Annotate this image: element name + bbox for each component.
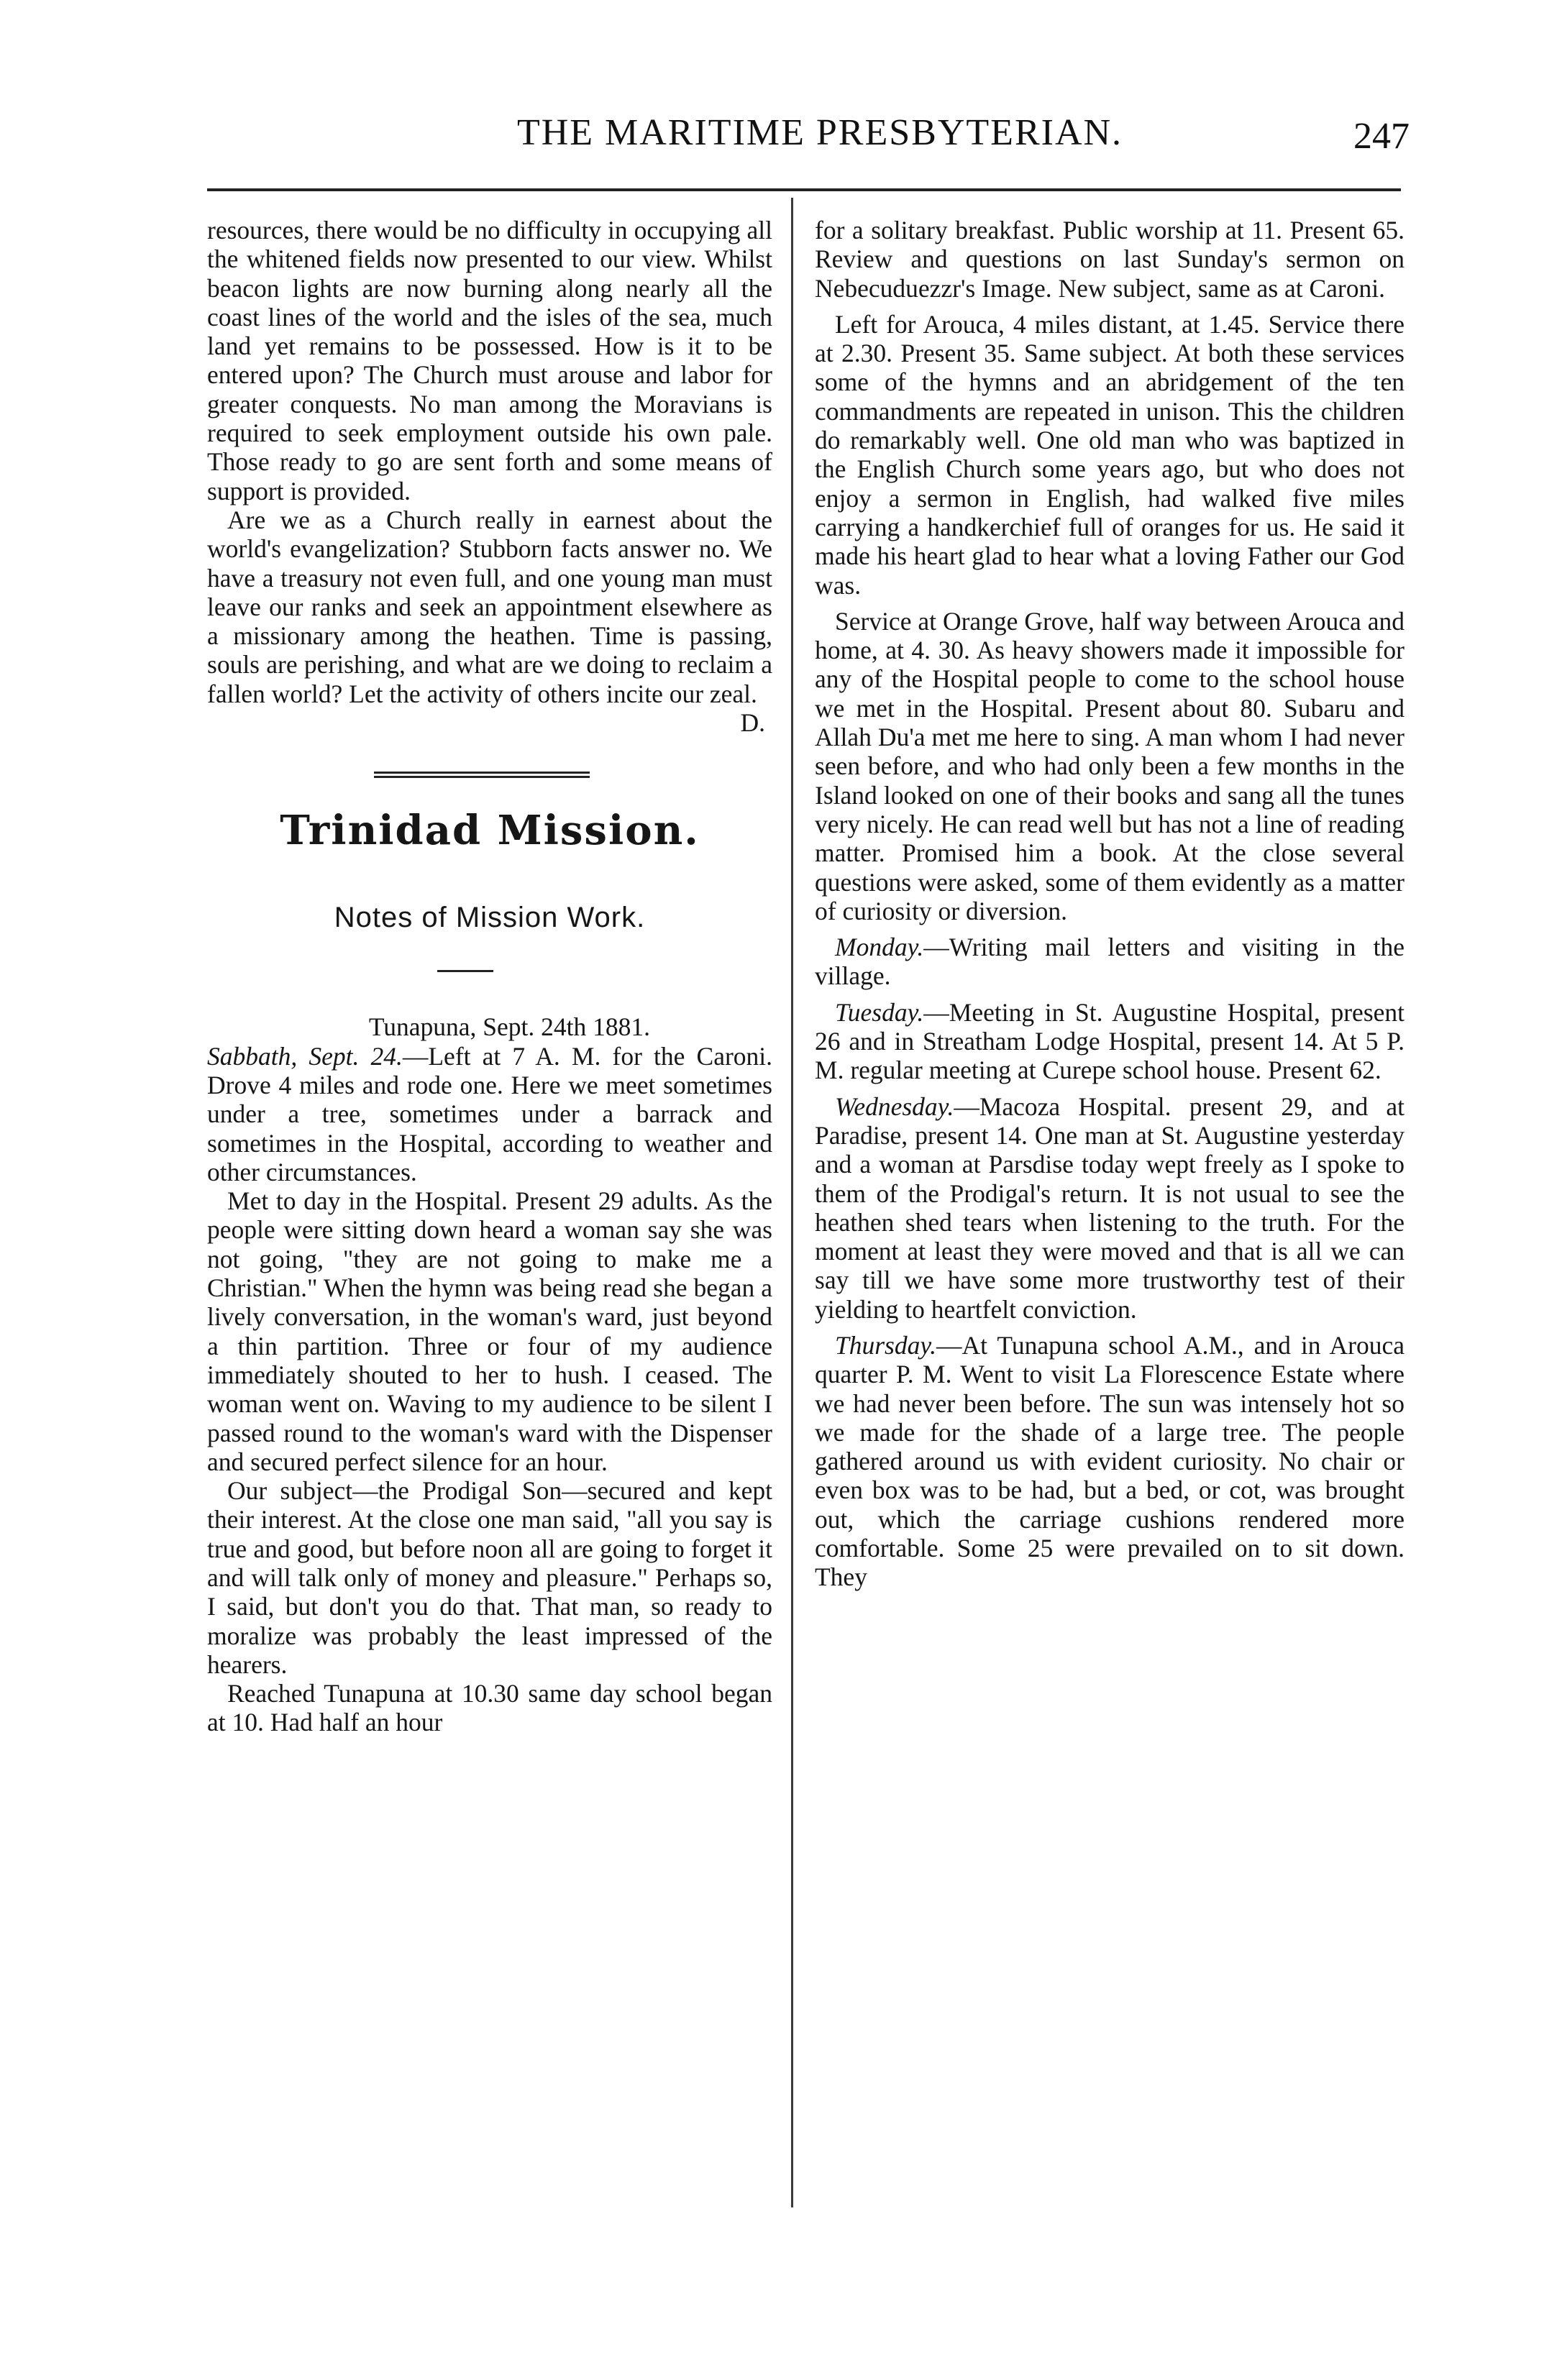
day-heading: Thursday. — [835, 1330, 937, 1360]
section-title: Trinidad Mission. — [280, 807, 700, 855]
column-divider — [791, 198, 793, 2207]
author-signature: D. — [740, 708, 765, 738]
paragraph: Monday.—Writing mail letters and visiting in the village. — [815, 933, 1405, 991]
short-rule-divider — [437, 970, 493, 972]
paragraph: Left for Arouca, 4 miles distant, at 1.45. Service there at 2.30. Present 35. Same subject. At both these services some of the hymns and an abridgement of the ten commandments are repeated in unison. This the children do remarkably well. One old man who was baptized in the English Church some years ago, but who does not enjoy a sermon in English, had walked five miles carrying a handkerchief full of oranges for us. He said it made his heart glad to hear what a loving Father our God was. — [815, 309, 1405, 600]
paragraph: Service at Orange Grove, half way between Arouca and home, at 4. 30. As heavy showers made it impossible for any of the Hospital people to come to the school house we met in the Hospital. Present about 80. Subaru and Allah Du'a met me here to sing. A man whom I had never seen before, and who had only been a few months in the Island looked on one of their books and sang all the tunes very nicely. He can read well but has not a line of reading matter. Promised him a book. At the close several questions were asked, some of them evidently as a matter of curiosity or diversion. — [815, 606, 1405, 925]
day-heading: Tuesday. — [835, 997, 924, 1027]
paragraph: Sabbath, Sept. 24.—Left at 7 A. M. for the Caroni. Drove 4 miles and rode one. Here we meet sometimes under a tree, sometimes under a barrack and sometimes in the Hospital, according to weather and other circumstances. — [207, 1041, 773, 1186]
article-subtitle: Notes of Mission Work. — [334, 902, 646, 934]
day-heading: Sabbath, Sept. 24. — [207, 1041, 403, 1071]
paragraph: Wednesday.—Macoza Hospital. present 29, and at Paradise, present 14. One man at St. Augustine yesterday and a woman at Parsdise today wept freely as I spoke to them of the Prodigal's return. It is not usual to see the heathen shed tears when listening to the truth. For the moment at least they were moved and that is all we can say till we have some more trustworthy test of their yielding to heartfelt conviction. — [815, 1091, 1405, 1324]
paragraph: Tuesday.—Meeting in St. Augustine Hospital, present 26 and in Streatham Lodge Hospital, present 14. At 5 P. M. regular meeting at Curepe school house. Present 62. — [815, 997, 1405, 1085]
paragraph: Our subject—the Prodigal Son—secured and kept their interest. At the close one man said, "all you say is true and good, but before noon all are going to forget it and will talk only of money and pleasure." Perhaps so, I said, but don't you do that. That man, so ready to moralize was probably the least impressed of the hearers. — [207, 1476, 772, 1679]
paragraph: resources, there would be no difficulty in occupying all the whitened fields now presented to our view. Whilst beacon lights are now burning along nearly all the coast lines of the world and the isles of the sea, much land yet remains to be possessed. How is it to be entered upon? The Church must arouse and labor for greater conquests. No man among the Moravians is required to seek employment outside his own pale. Those ready to go are sent forth and some means of support is provided. — [207, 216, 772, 505]
right-column — [815, 216, 1405, 1592]
paragraph: Met to day in the Hospital. Present 29 adults. As the people were sitting down heard a woman say she was not going, "they are not going to make me a Christian." When the hymn was being read she began a lively conversation, in the woman's ward, just beyond a thin partition. Three or four of my audience immediately shouted to her to hush. I ceased. The woman went on. Waving to my audience to be silent I passed round to the woman's ward with the Dispenser and secured perfect silence for an hour. — [207, 1186, 772, 1476]
header-rule — [207, 188, 1401, 191]
double-rule-divider — [374, 772, 590, 778]
left-column — [207, 216, 772, 1737]
paragraph: Are we as a Church really in earnest about the world's evangelization? Stubborn facts answer no. We have a treasury not even full, and one young man must leave our ranks and seek an appointment elsewhere as a missionary among the heathen. Time is passing, souls are perishing, and what are we doing to reclaim a fallen world? Let the activity of others incite our zeal. — [207, 505, 772, 708]
page-number: 247 — [1353, 116, 1410, 157]
paragraph: for a solitary breakfast. Public worship at 11. Present 65. Review and questions on last Sunday's sermon on Nebecuduezzr's Image. New subject, same as at Caroni. — [815, 216, 1405, 303]
paragraph: Reached Tunapuna at 10.30 same day school began at 10. Had half an hour — [207, 1679, 772, 1737]
running-title: THE MARITIME PRESBYTERIAN. — [516, 112, 1123, 153]
day-heading: Monday. — [835, 933, 924, 962]
dateline: Tunapuna, Sept. 24th 1881. — [368, 1012, 650, 1042]
day-heading: Wednesday. — [835, 1091, 954, 1121]
paragraph: Thursday.—At Tunapuna school A.M., and in Arouca quarter P. M. Went to visit La Florescence Estate where we had never been before. The sun was intensely hot so we made for the shade of a large tree. The people gathered around us with evident curiosity. No chair or even box was to be had, but a bed, or cot, was brought out, which the carriage cushions rendered more comfortable. Some 25 were prevailed on to sit down. They — [815, 1330, 1405, 1592]
